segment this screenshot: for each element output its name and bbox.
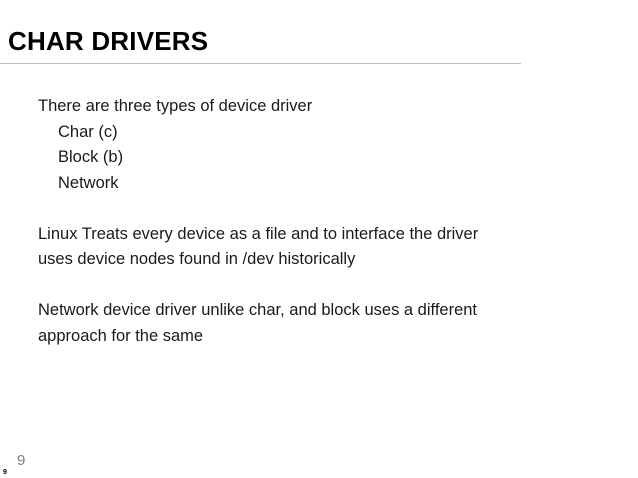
paragraph-gap [38, 196, 598, 222]
intro-line: There are three types of device driver [38, 97, 313, 115]
paragraph2-line1: Network device driver unlike char, and block uses a different [38, 301, 478, 319]
driver-type-network: Network [58, 173, 119, 192]
paragraph2-line2: approach for the same [38, 326, 204, 345]
slide-title: CHAR DRIVERS [8, 26, 209, 56]
title-divider [0, 63, 521, 64]
slide-body [38, 94, 598, 349]
driver-type-char: Char (c) [58, 122, 118, 141]
slide-page-number: 9 [17, 452, 26, 469]
paragraph1-line2: uses device nodes found in /dev historically [38, 250, 356, 268]
footer-page-number: 9 [3, 469, 7, 476]
paragraph-gap [38, 273, 598, 299]
driver-type-block: Block (b) [58, 148, 124, 166]
paragraph1-line1: Linux Treats every device as a file and to interface the driver [38, 224, 479, 243]
